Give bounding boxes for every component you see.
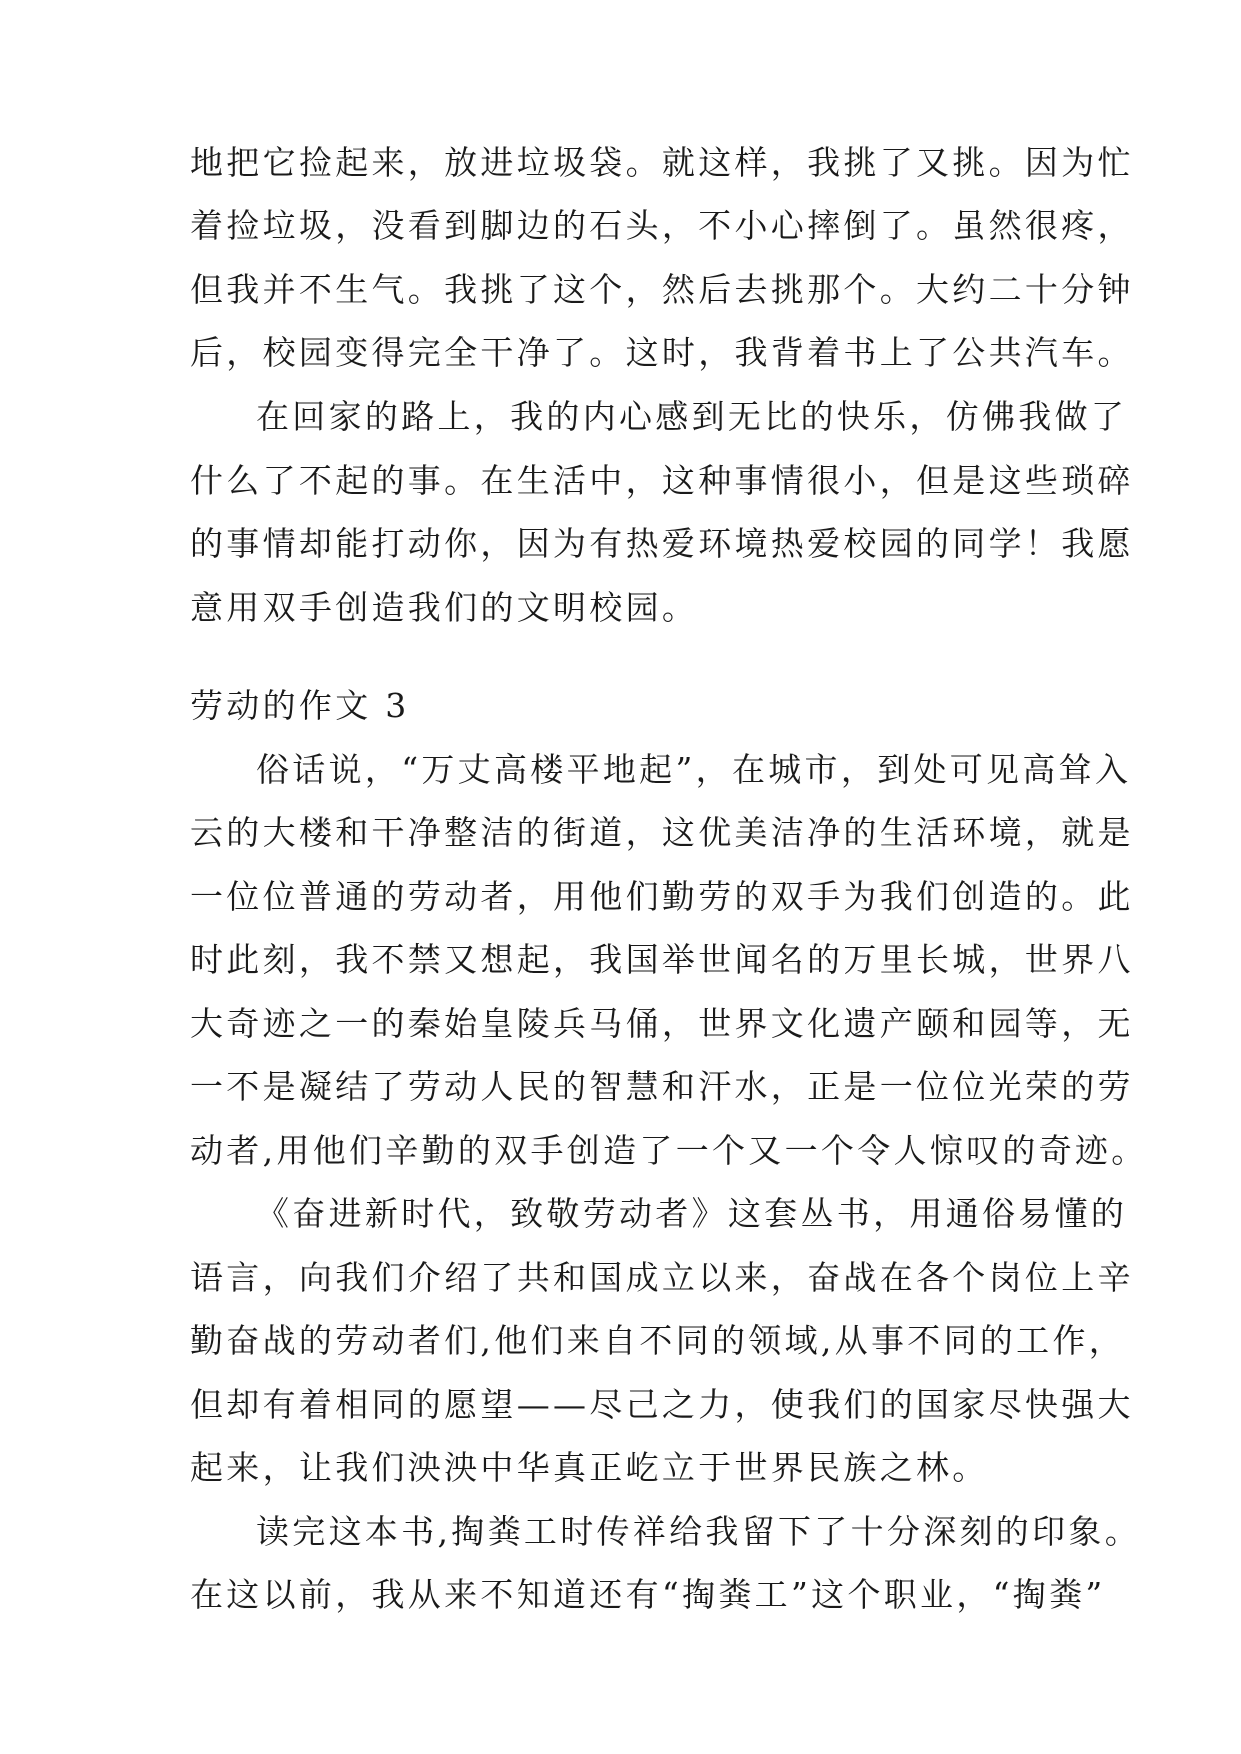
paragraph-line: 但却有着相同的愿望——尽己之力，使我们的国家尽快强大 (190, 1385, 1134, 1424)
paragraph-line: 意用双手创造我们的文明校园。 (190, 588, 699, 627)
paragraph-line: 语言，向我们介绍了共和国成立以来，奋战在各个岗位上辛 (190, 1258, 1134, 1297)
paragraph-line: 地把它捡起来，放进垃圾袋。就这样，我挑了又挑。因为忙 (190, 143, 1134, 182)
paragraph-line: 动者,用他们辛勤的双手创造了一个又一个令人惊叹的奇迹。 (190, 1131, 1148, 1170)
paragraph-line: 勤奋战的劳动者们,他们来自不同的领域,从事不同的工作， (190, 1321, 1126, 1360)
paragraph-line: 什么了不起的事。在生活中，这种事情很小，但是这些琐碎 (190, 461, 1134, 500)
paragraph-line: 的事情却能打动你，因为有热爱环境热爱校园的同学！我愿 (190, 524, 1134, 563)
paragraph-line: 时此刻，我不禁又想起，我国举世闻名的万里长城，世界八 (190, 940, 1134, 979)
paragraph-line: 着捡垃圾，没看到脚边的石头，不小心摔倒了。虽然很疼， (190, 206, 1134, 245)
section-heading: 劳动的作文 3 (190, 686, 410, 725)
paragraph-first-line: 《奋进新时代，致敬劳动者》这套丛书，用通俗易懂的 (256, 1194, 1128, 1233)
paragraph-first-line: 读完这本书,掏粪工时传祥给我留下了十分深刻的印象。 (256, 1512, 1141, 1551)
paragraph-line: 但我并不生气。我挑了这个，然后去挑那个。大约二十分钟 (190, 270, 1134, 309)
paragraph-line: 在这以前，我从来不知道还有“掏粪工”这个职业，“掏粪” (190, 1575, 1106, 1614)
paragraph-line: 一位位普通的劳动者，用他们勤劳的双手为我们创造的。此 (190, 877, 1134, 916)
paragraph-first-line: 俗话说，“万丈高楼平地起”，在城市，到处可见高耸入 (256, 750, 1132, 789)
paragraph-line: 起来，让我们泱泱中华真正屹立于世界民族之林。 (190, 1448, 989, 1487)
paragraph-line: 大奇迹之一的秦始皇陵兵马俑，世界文化遗产颐和园等，无 (190, 1004, 1134, 1043)
paragraph-line: 后，校园变得完全干净了。这时，我背着书上了公共汽车。 (190, 333, 1134, 372)
paragraph-first-line: 在回家的路上，我的内心感到无比的快乐，仿佛我做了 (256, 397, 1128, 436)
paragraph-line: 一不是凝结了劳动人民的智慧和汗水，正是一位位光荣的劳 (190, 1067, 1134, 1106)
paragraph-line: 云的大楼和干净整洁的街道，这优美洁净的生活环境，就是 (190, 813, 1134, 852)
